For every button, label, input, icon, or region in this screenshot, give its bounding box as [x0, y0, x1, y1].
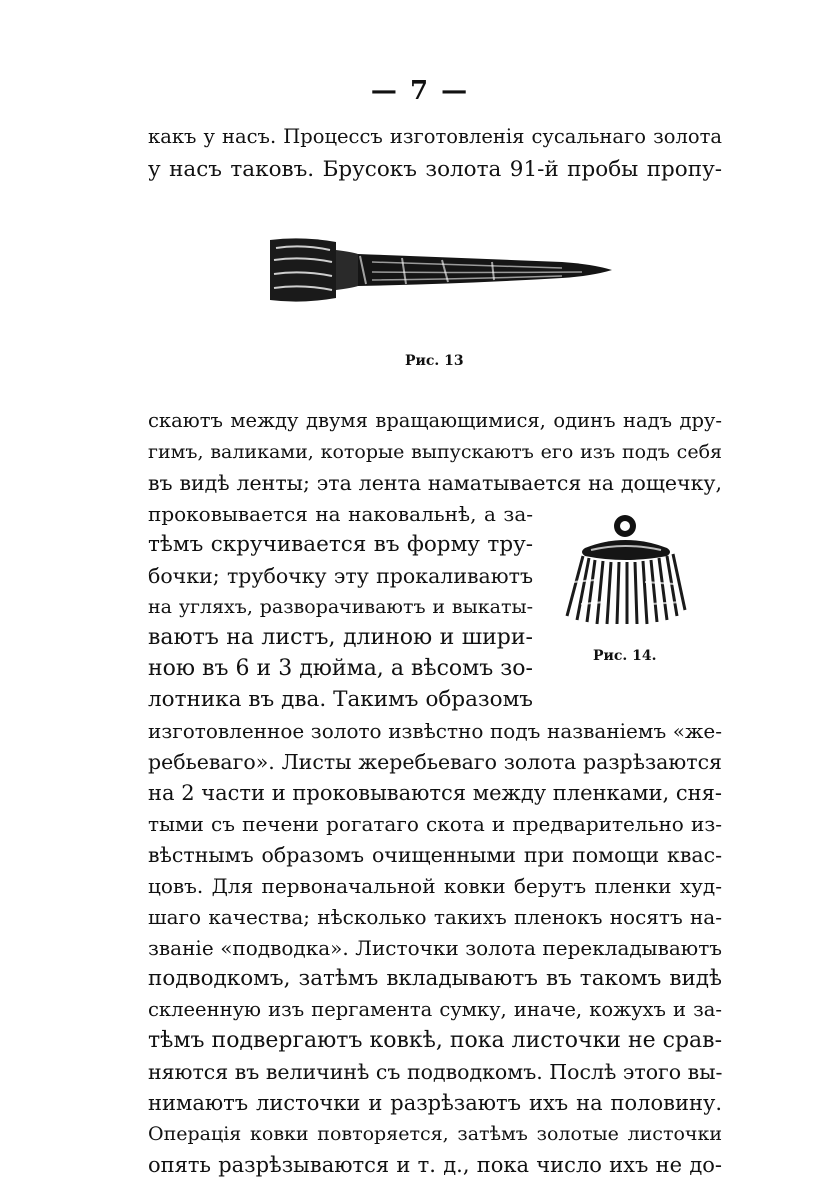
gold-bar-illustration	[262, 232, 618, 308]
text-line: тѣмъ скручивается въ форму тру-	[148, 532, 533, 557]
page-number: — 7 —	[370, 76, 470, 106]
text-line: на 2 части и проковываются между пленками, сня-	[148, 781, 722, 805]
rolled-tube-illustration	[555, 512, 709, 632]
text-line: няются въ величинѣ съ подводкомъ. Послѣ этого вы-	[148, 1060, 722, 1084]
text-line: ребьеваго». Листы жеребьеваго золота разрѣзаются	[148, 750, 722, 774]
text-line: проковывается на наковальнѣ, а за-	[148, 502, 533, 526]
text-line: званіе «подводка». Листочки золота перекладываютъ	[148, 936, 722, 960]
text-line: бочки; трубочку эту прокаливаютъ	[148, 564, 533, 588]
text-line: нимаютъ листочки и разрѣзаютъ ихъ на половину.	[148, 1091, 722, 1115]
text-line: подводкомъ, затѣмъ вкладываютъ въ такомъ видѣ	[148, 966, 722, 991]
text-line: Операція ковки повторяется, затѣмъ золотые листочки	[148, 1123, 722, 1145]
text-line: въ видѣ ленты; эта лента наматывается на дощечку,	[148, 471, 722, 495]
text-line: опять разрѣзываются и т. д., пока число ихъ не до-	[148, 1153, 722, 1177]
text-line: склеенную изъ пергамента сумку, иначе, кожухъ и за-	[148, 998, 722, 1021]
text-line: шаго качества; нѣсколько такихъ пленокъ носятъ на-	[148, 905, 722, 929]
text-line: скаютъ между двумя вращающимися, одинъ надъ дру-	[148, 409, 722, 432]
text-line: лотника въ два. Такимъ образомъ	[148, 687, 533, 712]
text-line: изготовленное золото извѣстно подъ названіемъ «же-	[148, 719, 722, 743]
text-line: на угляхъ, разворачиваютъ и выкаты-	[148, 596, 533, 618]
text-line: у насъ таковъ. Брусокъ золота 91-й пробы пропу-	[148, 157, 722, 182]
text-line: цовъ. Для первоначальной ковки берутъ пленки худ-	[148, 874, 722, 898]
text-line: тыми съ печени рогатаго скота и предварительно из-	[148, 812, 722, 836]
text-line: гимъ, валиками, которые выпускаютъ его изъ подъ себя	[148, 441, 722, 463]
text-line: тѣмъ подвергаютъ ковкѣ, пока листочки не срав-	[148, 1028, 722, 1053]
text-line: какъ у насъ. Процессъ изготовленія сусальнаго золота	[148, 125, 722, 148]
figure-13-caption: Рис. 13	[405, 353, 464, 369]
text-line: ваютъ на листъ, длиною и шири-	[148, 625, 533, 650]
text-line: ною въ 6 и 3 дюйма, а вѣсомъ зо-	[148, 656, 533, 681]
text-line: вѣстнымъ образомъ очищенными при помощи квас-	[148, 843, 722, 867]
figure-14-caption: Рис. 14.	[593, 648, 657, 664]
